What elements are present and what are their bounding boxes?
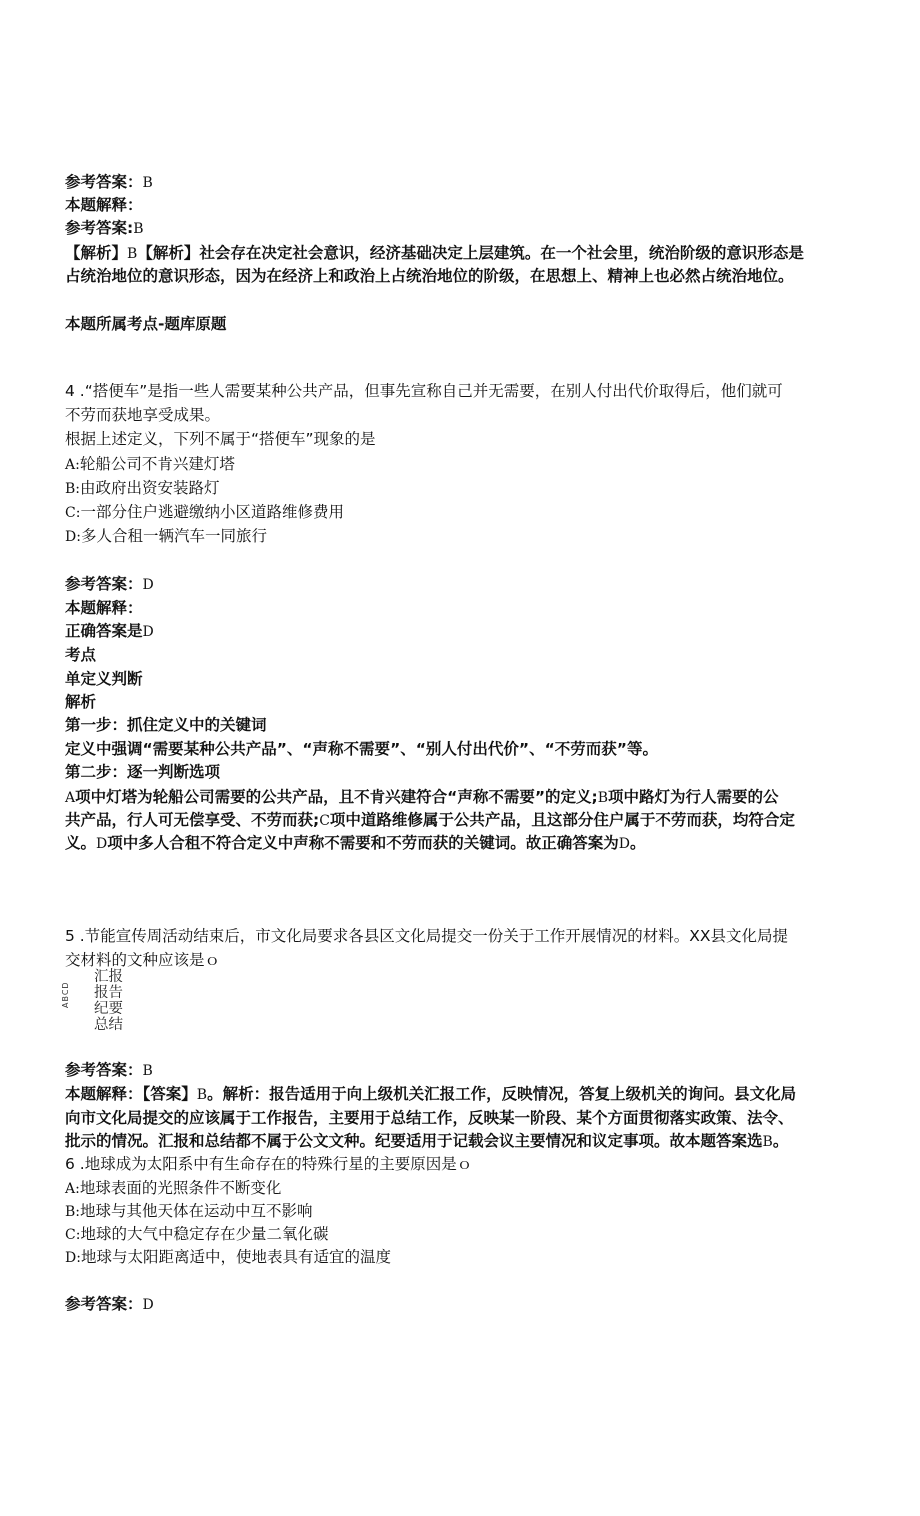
q6-option-a: A:地球表面的光照条件不断变化: [65, 1179, 282, 1197]
q4-kaodian: 考点: [65, 646, 97, 664]
q6-stem-line-1: 6 .地球成为太阳系中有生命存在的特殊行星的主要原因是ｏ: [65, 1155, 473, 1173]
ref-answer-value-2: B: [133, 221, 144, 237]
q4-step1: 第一步：抓住定义中的关键词: [65, 716, 267, 734]
analysis-tag: 【解析】: [65, 244, 128, 262]
q5-explain-line-3: 批示的情况。汇报和总结都不属于公文文种。纪要适用于记载会议主要情况和议定事项。故本题答案选B。: [65, 1132, 789, 1150]
topic-line: 本题所属考点-题库原题: [65, 315, 227, 333]
ref-answer-label-2: 参考答案:: [65, 219, 134, 237]
q5-explain-line-1: 本题解释：【答案】B。解析：报告适用于向上级机关汇报工作，反映情况，答复上级机关的询问。县文化局: [65, 1085, 797, 1103]
q5-stem-line-2: 交材料的文种应该是ｏ: [65, 951, 221, 969]
q4-analysis-line-3: 义。D项中多人合租不符合定义中声称不需要和不劳而获的关键词。故正确答案为D。: [65, 834, 646, 852]
q4-option-a: A:轮船公司不肯兴建灯塔: [65, 455, 235, 473]
q6-ref-answer-line: 参考答案：D: [65, 1295, 154, 1313]
q4-stem-line-3: 根据上述定义，下列不属于“搭便车”现象的是: [65, 430, 376, 448]
ref-answer-line-2: [65, 217, 855, 240]
q6-option-c: C:地球的大气中稳定存在少量二氧化碳: [65, 1225, 329, 1243]
q4-option-c: C:一部分住户逃避缴纳小区道路维修费用: [65, 503, 344, 521]
q5-ref-answer-line: 参考答案：B: [65, 1061, 153, 1079]
q4-stem-line-2: 不劳而获地享受成果。: [65, 406, 221, 424]
q5-explain-line-2: 向市文化局提交的应该属于工作报告，主要用于总结工作，反映某一阶段、某个方面贯彻落实政策、法令、: [65, 1109, 794, 1127]
analysis-line-2: 占统治地位的意识形态，因为在经济上和政治上占统治地位的阶级，在思想上、精神上也必然占统治地位。: [65, 267, 794, 285]
q5-option-b: 报告: [94, 985, 123, 1001]
q5-option-c: 纪要: [94, 1001, 123, 1017]
q5-option-d: 总结: [94, 1017, 123, 1033]
q4-analysis-line-1: A项中灯塔为轮船公司需要的公共产品，且不肯兴建符合“声称不需要”的定义;B项中路灯为行人需要的公: [65, 788, 779, 806]
q5-stem-line-1: 5 .节能宣传周活动结束后，市文化局要求各县区文化局提交一份关于工作开展情况的材料。XX县文化局提: [65, 927, 788, 945]
q4-option-d: D:多人合租一辆汽车一同旅行: [65, 527, 267, 545]
q4-stem-line-1: 4 .“搭便车”是指一些人需要某种公共产品，但事先宣称自己并无需要，在别人付出代价取得后，他们就可: [65, 382, 783, 400]
q4-step1-detail: 定义中强调“需要某种公共产品”、“声称不需要”、“别人付出代价”、“不劳而获”等。: [65, 740, 658, 758]
explain-label: 本题解释：: [65, 196, 143, 214]
q4-analysis-line-2: 共产品，行人可无偿享受、不劳而获;C项中道路维修属于公共产品，且这部分住户属于不劳而获，均符合定: [65, 811, 795, 829]
analysis-line-1: [65, 242, 855, 265]
q5-option-a: 汇报: [94, 969, 123, 985]
q4-type: 单定义判断: [65, 670, 143, 688]
analysis-text: 【解析】社会存在决定社会意识，经济基础决定上层建筑。在一个社会里，统治阶级的意识形态是: [137, 244, 804, 262]
q4-option-b: B:由政府出资安装路灯: [65, 479, 220, 497]
q4-explain-label: 本题解释：: [65, 599, 143, 617]
ref-answer-label: 参考答案：: [65, 173, 143, 191]
q4-jiexi: 解析: [65, 693, 97, 711]
q5-option-list: [94, 969, 294, 1033]
q4-ref-answer-line: 参考答案：D: [65, 575, 154, 593]
q6-option-d: D:地球与太阳距离适中，使地表具有适宜的温度: [65, 1248, 391, 1266]
ref-answer-value: B: [142, 175, 153, 191]
q4-correct-line: 正确答案是D: [65, 622, 154, 640]
q4-step2: 第二步：逐一判断选项: [65, 763, 221, 781]
ref-answer-line: [65, 171, 855, 194]
q5-option-letters: ABCD: [61, 981, 70, 1008]
q6-option-b: B:地球与其他天体在运动中互不影响: [65, 1202, 313, 1220]
analysis-answer: B: [127, 246, 138, 262]
